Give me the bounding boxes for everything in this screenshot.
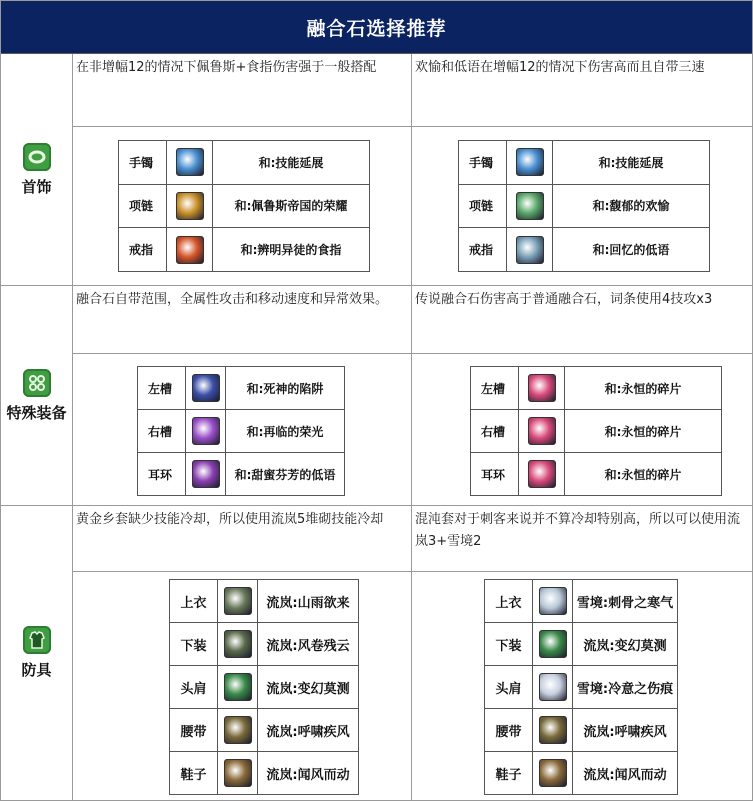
category-label: 防具 (21, 661, 52, 679)
item-icon-cell (186, 367, 226, 410)
item-table (458, 140, 710, 272)
table-row (170, 623, 359, 666)
eternal-shard-icon (528, 417, 556, 445)
item-name: 和:永恒的碎片 (565, 367, 722, 410)
item-table (137, 366, 345, 496)
description: 融合石自带范围，全属性攻击和移动速度和异常效果。 (73, 286, 411, 354)
table-row (459, 228, 710, 272)
item-icon-cell (507, 228, 553, 272)
ring-whisper-icon (516, 236, 544, 264)
item-icon-cell (507, 141, 553, 185)
table-row (485, 752, 678, 795)
necklace-joy-icon (516, 192, 544, 220)
item-name: 流岚:呼啸疾风 (573, 709, 678, 752)
item-name: 流岚:山雨欲来 (258, 580, 359, 623)
item-table (470, 366, 722, 496)
item-name: 雪境:刺骨之寒气 (573, 580, 678, 623)
table-row (485, 580, 678, 623)
earring-whisper-icon (192, 460, 220, 488)
pants-icon (539, 630, 567, 658)
right-slot-glory-icon (192, 417, 220, 445)
option-right (412, 54, 752, 285)
belt-icon (224, 716, 252, 744)
item-name: 雪境:冷意之伤痕 (573, 666, 678, 709)
item-icon-cell (519, 367, 565, 410)
slot-label: 左槽 (138, 367, 186, 410)
slot-label: 鞋子 (170, 752, 218, 795)
table-row (138, 410, 345, 453)
table-row (485, 709, 678, 752)
item-name: 和:永恒的碎片 (565, 410, 722, 453)
slot-label: 右槽 (138, 410, 186, 453)
item-table (169, 579, 359, 795)
description: 欢愉和低语在增幅12的情况下伤害高而且自带三速 (412, 54, 752, 127)
left-slot-trap-icon (192, 374, 220, 402)
slot-label: 右槽 (471, 410, 519, 453)
category-cell (1, 506, 73, 800)
earring-green-icon (23, 369, 51, 397)
item-icon-cell (533, 623, 573, 666)
item-name: 和:死神的陷阱 (226, 367, 345, 410)
table-row (170, 709, 359, 752)
table-row (138, 367, 345, 410)
table-row (471, 410, 722, 453)
category-label: 特殊装备 (6, 403, 67, 422)
category-cell (1, 286, 73, 505)
item-name: 流岚:变幻莫测 (573, 623, 678, 666)
table-row (138, 453, 345, 496)
slot-label: 上衣 (485, 580, 533, 623)
item-name: 和:佩鲁斯帝国的荣耀 (213, 184, 370, 228)
item-name: 流岚:闻风而动 (258, 752, 359, 795)
slot-label: 戒指 (459, 228, 507, 272)
table-row (170, 666, 359, 709)
item-icon-cell (519, 410, 565, 453)
table-row (459, 141, 710, 185)
shoulder-icon (224, 673, 252, 701)
table-row (119, 228, 370, 272)
item-icon-cell (167, 141, 213, 185)
item-icon-cell (533, 709, 573, 752)
table-row (459, 184, 710, 228)
slot-label: 手镯 (119, 141, 167, 185)
slot-label: 头肩 (170, 666, 218, 709)
table-row (170, 580, 359, 623)
item-icon-cell (218, 580, 258, 623)
item-table (118, 140, 370, 272)
item-icon-cell (533, 666, 573, 709)
item-icon-cell (167, 184, 213, 228)
slot-label: 手镯 (459, 141, 507, 185)
armor-green-icon (23, 626, 51, 654)
shoes-icon (224, 759, 252, 787)
section-armor (1, 506, 752, 800)
section-special-equipment (1, 286, 752, 506)
snow-coat-icon (539, 587, 567, 615)
item-name: 流岚:风卷残云 (258, 623, 359, 666)
item-name: 流岚:闻风而动 (573, 752, 678, 795)
item-icon-cell (218, 623, 258, 666)
slot-label: 耳环 (471, 453, 519, 496)
bracelet-skill-icon (516, 148, 544, 176)
slot-label: 上衣 (170, 580, 218, 623)
item-icon-cell (218, 752, 258, 795)
eternal-shard-icon (528, 460, 556, 488)
slot-label: 下装 (485, 623, 533, 666)
item-name: 和:技能延展 (213, 141, 370, 185)
slot-label: 腰带 (485, 709, 533, 752)
item-icon-cell (533, 752, 573, 795)
item-icon-cell (186, 453, 226, 496)
option-right (412, 506, 752, 800)
description: 传说融合石伤害高于普通融合石，词条使用4技攻x3 (412, 286, 752, 354)
item-name: 和:馥郁的欢愉 (553, 184, 710, 228)
option-left (73, 54, 412, 285)
table-row (170, 752, 359, 795)
pants-icon (224, 630, 252, 658)
table-row (471, 453, 722, 496)
item-icon-cell (507, 184, 553, 228)
item-icon-cell (218, 709, 258, 752)
description: 黄金乡套缺少技能冷却，所以使用流岚5堆砌技能冷却 (73, 506, 411, 572)
item-name: 和:回忆的低语 (553, 228, 710, 272)
item-table (484, 579, 678, 795)
table-row (485, 623, 678, 666)
item-icon-cell (218, 666, 258, 709)
item-name: 流岚:变幻莫测 (258, 666, 359, 709)
shoes-icon (539, 759, 567, 787)
item-name: 和:甜蜜芬芳的低语 (226, 453, 345, 496)
table-row (485, 666, 678, 709)
table-row (119, 141, 370, 185)
section-accessories (1, 54, 752, 286)
necklace-glory-icon (176, 192, 204, 220)
belt-icon (539, 716, 567, 744)
slot-label: 鞋子 (485, 752, 533, 795)
description: 在非增幅12的情况下佩鲁斯+食指伤害强于一般搭配 (73, 54, 411, 127)
coat-icon (224, 587, 252, 615)
slot-label: 耳环 (138, 453, 186, 496)
item-name: 和:技能延展 (553, 141, 710, 185)
bracelet-skill-icon (176, 148, 204, 176)
slot-label: 左槽 (471, 367, 519, 410)
slot-label: 头肩 (485, 666, 533, 709)
page-title: 融合石选择推荐 (1, 1, 752, 54)
ring-flame-icon (176, 236, 204, 264)
table-row (471, 367, 722, 410)
item-icon-cell (186, 410, 226, 453)
slot-label: 项链 (119, 184, 167, 228)
item-name: 和:永恒的碎片 (565, 453, 722, 496)
option-left (73, 506, 412, 800)
option-right (412, 286, 752, 505)
eternal-shard-icon (528, 374, 556, 402)
category-cell (1, 54, 73, 285)
option-left (73, 286, 412, 505)
item-icon-cell (519, 453, 565, 496)
item-name: 和:辨明异徒的食指 (213, 228, 370, 272)
slot-label: 下装 (170, 623, 218, 666)
category-label: 首饰 (21, 177, 52, 196)
table-row (119, 184, 370, 228)
description: 混沌套对于刺客来说并不算冷却特别高，所以可以使用流岚3+雪境2 (412, 506, 752, 572)
slot-label: 戒指 (119, 228, 167, 272)
item-icon-cell (533, 580, 573, 623)
item-icon-cell (167, 228, 213, 272)
item-name: 流岚:呼啸疾风 (258, 709, 359, 752)
slot-label: 项链 (459, 184, 507, 228)
item-name: 和:再临的荣光 (226, 410, 345, 453)
ring-green-icon (23, 143, 51, 171)
snow-shoulder-icon (539, 673, 567, 701)
slot-label: 腰带 (170, 709, 218, 752)
